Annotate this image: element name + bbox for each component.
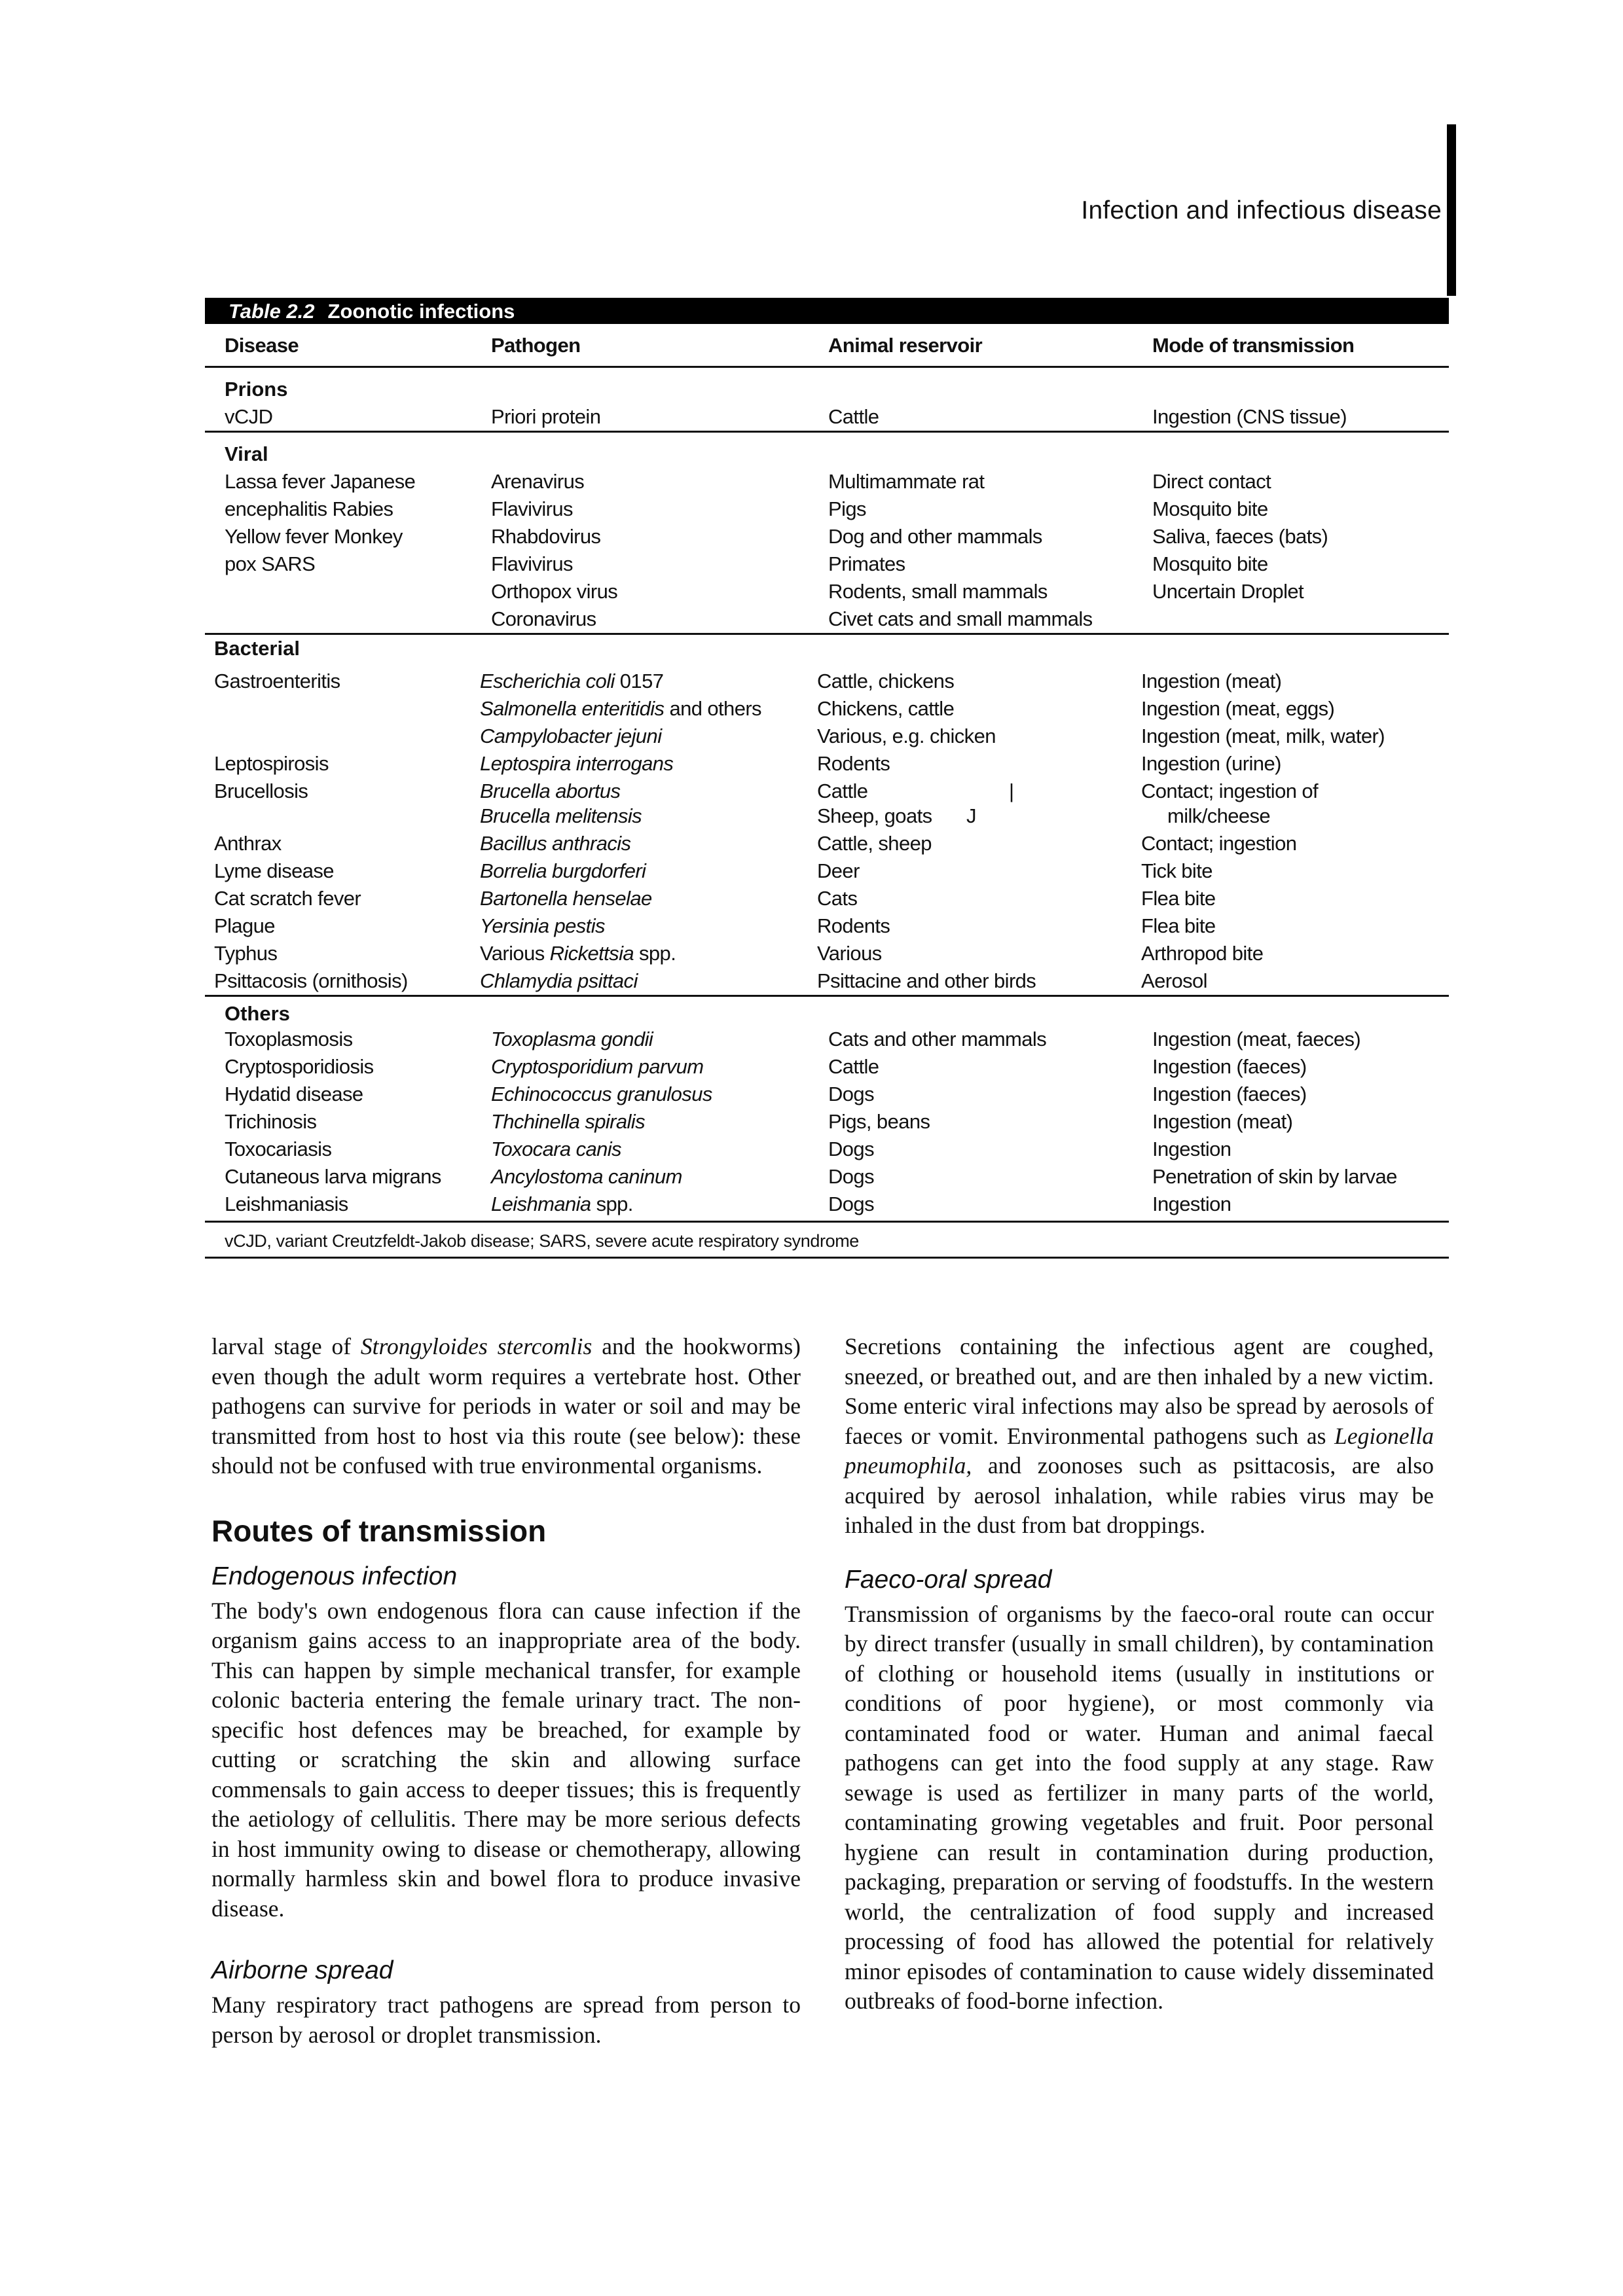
cell-reservoir: Dogs (828, 1193, 874, 1215)
zoonotic-infections-table (205, 298, 1449, 1259)
cell-mode: Ingestion (meat) (1152, 1110, 1293, 1133)
cell-disease: Brucellosis (214, 780, 308, 802)
pathogen-species: Leishmania (491, 1193, 591, 1215)
cell-mode: Uncertain Droplet (1152, 580, 1304, 603)
table-row (205, 912, 1449, 940)
table-row (205, 695, 1449, 723)
cell-reservoir: Various, e.g. chicken (817, 725, 996, 747)
cell-reservoir: Pigs, beans (828, 1110, 930, 1133)
cell-reservoir: Dog and other mammals (828, 525, 1042, 548)
cell-reservoir: Dogs (828, 1138, 874, 1160)
cell-pathogen: Priori protein (491, 405, 601, 428)
cell-disease: Yellow fever Monkey (225, 525, 403, 548)
cell-mode: Contact; ingestion of (1141, 780, 1319, 802)
pathogen-qualifier: 0157 (619, 670, 664, 692)
subheading-airborne: Airborne spread (211, 1956, 393, 1984)
running-head: Infection and infectious disease (1081, 196, 1442, 224)
cell-disease: pox SARS (225, 552, 316, 575)
pathogen-qualifier: spp. (596, 1193, 633, 1215)
cell-reservoir: Cattle, chickens (817, 670, 955, 692)
column-header-mode: Mode of transmission (1152, 334, 1355, 357)
table-row (205, 1081, 1449, 1108)
table-row (205, 605, 1449, 633)
table-row (205, 778, 1449, 805)
table-row (205, 1108, 1449, 1136)
table-row (205, 495, 1449, 523)
bracket-mark-top: | (1009, 780, 1014, 802)
body-column-left (211, 1332, 801, 2050)
table-row (205, 857, 1449, 885)
cell-disease: Anthrax (214, 832, 282, 855)
cell-pathogen: Toxoplasma gondii (491, 1028, 653, 1050)
text-run: Secretions containing the infectious agent are coughed, sneezed, or breathed out, and are then inhaled by a new victim. Some enteric viral infections may also be spread by aerosols of faeces or vomit. Environmental pathogens such as (845, 1333, 1434, 1449)
cell-mode: Direct contact (1152, 470, 1271, 493)
cell-pathogen (480, 695, 761, 723)
cell-pathogen (480, 940, 676, 967)
text-run: and the hookworms) even though the adult worm requires a vertebrate host. Other pathogens can survive for periods in water or soil and may be transmitted from host to host via this route (see below): these should not be confused with true environmental organisms. (211, 1333, 801, 1479)
cell-pathogen: Borrelia burgdorferi (480, 859, 646, 882)
organism-name: Legionella pneumophila, (845, 1422, 1434, 1479)
cell-pathogen: Bacillus anthracis (480, 832, 631, 855)
group-label-bacterial: Bacterial (214, 637, 300, 660)
table-number: Table 2.2 (228, 300, 315, 323)
column-header-reservoir: Animal reservoir (828, 334, 983, 357)
cell-pathogen: Bartonella henselae (480, 887, 652, 910)
cell-reservoir: Rodents (817, 914, 890, 937)
cell-mode: Ingestion (1152, 1193, 1231, 1215)
cell-pathogen: Toxocara canis (491, 1138, 621, 1160)
table-row (205, 885, 1449, 912)
cell-pathogen: Ancylostoma caninum (491, 1165, 682, 1188)
cell-reservoir: Chickens, cattle (817, 697, 955, 720)
cell-mode: Mosquito bite (1152, 552, 1268, 575)
group-label-others: Others (225, 1002, 290, 1025)
cell-reservoir: Psittacine and other birds (817, 969, 1036, 992)
pathogen-species: Escherichia coli (480, 670, 615, 692)
cell-pathogen: Flavivirus (491, 552, 573, 575)
cell-mode: Flea bite (1141, 914, 1216, 937)
cell-disease: Toxocariasis (225, 1138, 332, 1160)
cell-reservoir: Civet cats and small mammals (828, 607, 1093, 630)
cell-disease: Gastroenteritis (214, 670, 340, 692)
cell-reservoir: Primates (828, 552, 905, 575)
cell-pathogen: Echinococcus granulosus (491, 1083, 712, 1105)
cell-pathogen: Thchinella spiralis (491, 1110, 645, 1133)
cell-reservoir: Cattle (828, 1055, 879, 1078)
cell-disease: encephalitis Rabies (225, 497, 393, 520)
cell-disease: Lassa fever Japanese (225, 470, 416, 493)
table-footnote: vCJD, variant Creutzfeldt-Jakob disease; SARS, severe acute respiratory syndrome (225, 1231, 859, 1251)
bracket-mark-bottom: J (966, 804, 976, 827)
cell-mode: Flea bite (1141, 887, 1216, 910)
cell-mode: Penetration of skin by larvae (1152, 1165, 1397, 1188)
cell-mode: Contact; ingestion (1141, 832, 1297, 855)
faeco-oral-paragraph: Transmission of organisms by the faeco-oral route can occur by direct transfer (usually in small children), by contamination of clothing or household items (usually in institutions or conditions of poor hygiene), or most commonly via contaminated food or water. Human and animal faecal pathogens can get into the food supply at any stage. Raw sewage is used as fertilizer in many parts of the world, contaminating growing vegetables and fruit. Poor personal hygiene can result in contamination during production, packaging, preparation or serving of foodstuffs. In the western world, the centralization of food supply and increased processing of food has allowed the potential for relatively minor episodes of contamination to cause widely disseminated outbreaks of food-borne infection. (845, 1600, 1434, 2014)
group-label-prions: Prions (225, 378, 288, 401)
cell-reservoir: Rodents (817, 752, 890, 775)
cell-reservoir: Dogs (828, 1165, 874, 1188)
section-heading: Routes of transmission (211, 1513, 547, 1548)
table-row (205, 1163, 1449, 1191)
table-row (205, 750, 1449, 778)
table-row (205, 967, 1449, 995)
intro-paragraph (211, 1332, 801, 1481)
table-row (205, 468, 1449, 495)
table-row (205, 1053, 1449, 1081)
cell-mode: Ingestion (meat, eggs) (1141, 697, 1335, 720)
table-row (205, 1136, 1449, 1163)
cell-reservoir: Deer (817, 859, 860, 882)
table-row (205, 1191, 1449, 1218)
airborne-continued-paragraph (845, 1332, 1434, 1541)
cell-reservoir: Cats and other mammals (828, 1028, 1047, 1050)
cell-reservoir: Cattle (828, 405, 879, 428)
cell-pathogen: Leptospira interrogans (480, 752, 674, 775)
cell-reservoir: Pigs (828, 497, 866, 520)
cell-pathogen: Cryptosporidium parvum (491, 1055, 704, 1078)
text-run: and zoonoses such as psittacosis, are also acquired by aerosol inhalation, while rabies virus may be inhaled in the dust from bat droppings. (845, 1452, 1434, 1538)
cell-pathogen: Flavivirus (491, 497, 573, 520)
cell-reservoir: Cattle (817, 780, 868, 802)
pathogen-species: Rickettsia (549, 942, 634, 965)
cell-mode: milk/cheese (1167, 804, 1271, 827)
cell-reservoir: Multimammate rat (828, 470, 985, 493)
cell-disease: Cat scratch fever (214, 887, 361, 910)
cell-disease: Psittacosis (ornithosis) (214, 969, 408, 992)
cell-disease: Lyme disease (214, 859, 334, 882)
cell-disease: Trichinosis (225, 1110, 317, 1133)
table-title: Zoonotic infections (327, 300, 515, 323)
body-column-right (845, 1332, 1434, 2017)
cell-pathogen: Rhabdovirus (491, 525, 601, 548)
table-row (205, 802, 1449, 830)
cell-pathogen: Arenavirus (491, 470, 585, 493)
subheading-faeco-oral: Faeco-oral spread (845, 1565, 1052, 1594)
text-run: larval stage of (211, 1333, 361, 1359)
cell-mode: Aerosol (1141, 969, 1207, 992)
column-header-disease: Disease (225, 334, 299, 357)
table-rule (205, 1257, 1449, 1259)
table-caption (205, 298, 1449, 324)
cell-pathogen: Yersinia pestis (480, 914, 605, 937)
cell-reservoir: Cats (817, 887, 858, 910)
cell-disease: Leptospirosis (214, 752, 329, 775)
cell-mode: Tick bite (1141, 859, 1213, 882)
endogenous-paragraph: The body's own endogenous flora can cause infection if the organism gains access to an inappropriate area of the body. This can happen by simple mechanical transfer, for example colonic bacteria entering the female urinary tract. The non-specific host defences may be breached, for example by cutting or scratching the skin and allowing surface commensals to gain access to deeper tissues; this is frequently the aetiology of cellulitis. There may be more serious defects in host immunity owing to disease or chemotherapy, allowing normally harmless skin and bowel flora to produce invasive disease. (211, 1597, 801, 1922)
cell-disease: Plague (214, 914, 275, 937)
cell-reservoir: Rodents, small mammals (828, 580, 1048, 603)
cell-mode: Ingestion (meat, milk, water) (1141, 725, 1385, 747)
table-row (205, 578, 1449, 605)
cell-pathogen: Brucella melitensis (480, 804, 642, 827)
pathogen-qualifier: spp. (639, 942, 676, 965)
cell-mode: Ingestion (faeces) (1152, 1055, 1307, 1078)
cell-mode: Ingestion (urine) (1141, 752, 1281, 775)
cell-mode: Ingestion (meat, faeces) (1152, 1028, 1361, 1050)
group-label-viral: Viral (225, 442, 268, 465)
table-row (205, 830, 1449, 857)
airborne-paragraph: Many respiratory tract pathogens are spread from person to person by aerosol or droplet transmission. (211, 1992, 801, 2048)
table-row (205, 940, 1449, 967)
cell-pathogen (491, 1191, 633, 1218)
table-row (205, 668, 1449, 695)
cell-mode: Arthropod bite (1141, 942, 1264, 965)
organism-name: Strongyloides stercomlis (360, 1333, 593, 1359)
table-row (205, 550, 1449, 578)
cell-disease: Typhus (214, 942, 278, 965)
cell-disease: Cryptosporidiosis (225, 1055, 374, 1078)
cell-pathogen: Chlamydia psittaci (480, 969, 638, 992)
subheading-endogenous: Endogenous infection (211, 1562, 458, 1590)
cell-disease: Leishmaniasis (225, 1193, 348, 1215)
cell-mode: Ingestion (CNS tissue) (1152, 405, 1347, 428)
cell-reservoir: Cattle, sheep (817, 832, 932, 855)
cell-mode: Ingestion (1152, 1138, 1231, 1160)
cell-pathogen: Campylobacter jejuni (480, 725, 662, 747)
page-edge-marker (1447, 124, 1456, 296)
cell-pathogen (480, 668, 663, 695)
cell-reservoir: Sheep, goats (817, 804, 932, 827)
cell-mode: Mosquito bite (1152, 497, 1268, 520)
cell-disease: Cutaneous larva migrans (225, 1165, 441, 1188)
cell-reservoir: Dogs (828, 1083, 874, 1105)
pathogen-qualifier: and others (669, 697, 761, 720)
cell-reservoir: Various (817, 942, 882, 965)
cell-disease: Toxoplasmosis (225, 1028, 353, 1050)
cell-pathogen: Brucella abortus (480, 780, 621, 802)
cell-pathogen: Orthopox virus (491, 580, 618, 603)
cell-mode: Ingestion (meat) (1141, 670, 1282, 692)
cell-mode: Saliva, faeces (bats) (1152, 525, 1328, 548)
cell-mode: Ingestion (faeces) (1152, 1083, 1307, 1105)
cell-pathogen: Coronavirus (491, 607, 596, 630)
cell-disease: Hydatid disease (225, 1083, 363, 1105)
table-row (205, 403, 1449, 431)
pathogen-prefix: Various (480, 942, 545, 965)
cell-disease: vCJD (225, 405, 273, 428)
table-row (205, 523, 1449, 550)
table-row (205, 1026, 1449, 1053)
table-header-row (205, 325, 1449, 366)
table-row (205, 723, 1449, 750)
pathogen-species: Salmonella enteritidis (480, 697, 665, 720)
column-header-pathogen: Pathogen (491, 334, 581, 357)
